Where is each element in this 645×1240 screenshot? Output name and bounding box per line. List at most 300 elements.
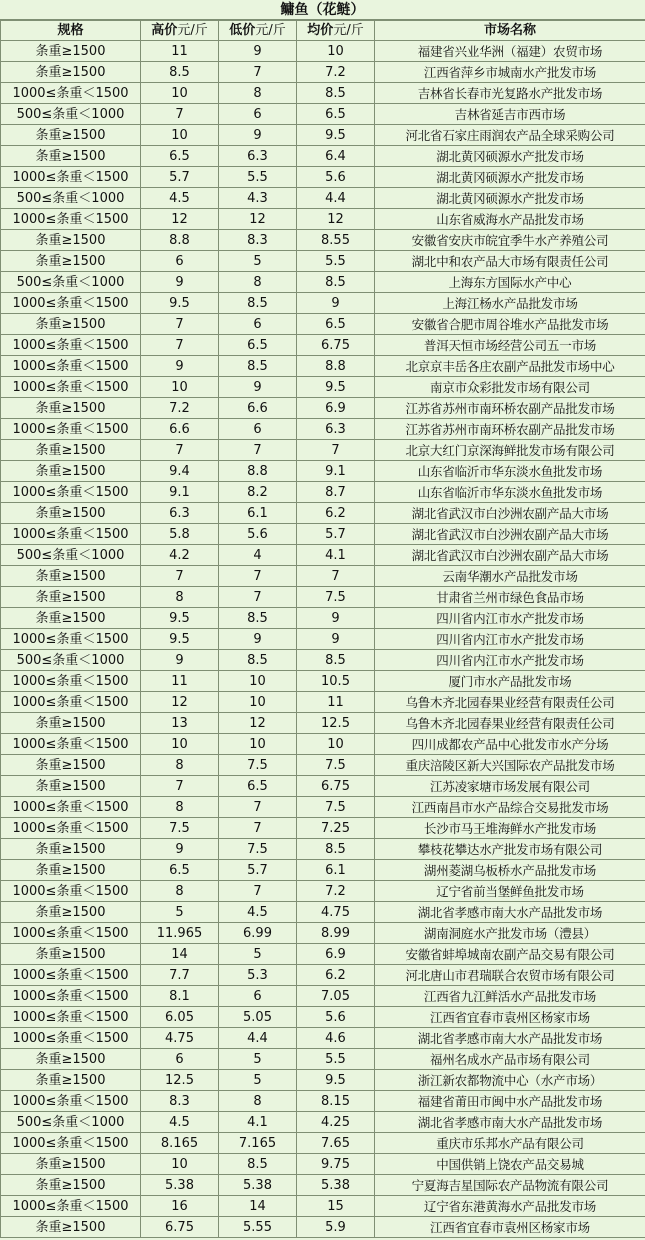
cell-spec: 条重≥1500 [1,1154,141,1175]
cell-spec: 1000≤条重＜1500 [1,524,141,545]
cell-market-name: 福建省兴业华洲（福建）农贸市场 [375,41,645,62]
cell-low-price: 8.3 [219,230,297,251]
cell-avg-price: 9.1 [297,461,375,482]
cell-spec: 条重≥1500 [1,314,141,335]
cell-market-name: 重庆涪陵区新大兴国际农产品批发市场 [375,755,645,776]
cell-high-price: 7 [141,566,219,587]
cell-low-price: 8 [219,83,297,104]
cell-spec: 1000≤条重＜1500 [1,482,141,503]
cell-high-price: 9.5 [141,629,219,650]
cell-market-name: 湖南洞庭水产批发市场（澧县） [375,923,645,944]
cell-market-name: 湖北黄冈硕源水产批发市场 [375,188,645,209]
cell-low-price: 6 [219,986,297,1007]
cell-market-name: 安徽省合肥市周谷堆水产品批发市场 [375,314,645,335]
cell-high-price: 7 [141,440,219,461]
table-row [1,755,645,776]
cell-high-price: 6.6 [141,419,219,440]
cell-low-price: 8.2 [219,482,297,503]
cell-low-price: 5.55 [219,1217,297,1238]
cell-market-name: 吉林省延吉市西市场 [375,104,645,125]
table-row [1,923,645,944]
cell-market-name: 安徽省安庆市皖宜季牛水产养殖公司 [375,230,645,251]
table-row [1,482,645,503]
cell-high-price: 8.3 [141,1091,219,1112]
cell-spec: 条重≥1500 [1,1070,141,1091]
table-row [1,1217,645,1238]
table-row [1,1112,645,1133]
cell-spec: 1000≤条重＜1500 [1,377,141,398]
cell-low-price: 5 [219,251,297,272]
cell-avg-price: 5.5 [297,1049,375,1070]
cell-avg-price: 8.5 [297,839,375,860]
cell-market-name: 宁夏海吉星国际农产品物流有限公司 [375,1175,645,1196]
cell-spec: 1000≤条重＜1500 [1,83,141,104]
cell-high-price: 6.05 [141,1007,219,1028]
cell-market-name: 吉林省长春市光复路水产批发市场 [375,83,645,104]
cell-market-name: 河北唐山市君瑞联合农贸市场有限公司 [375,965,645,986]
cell-avg-price: 6.9 [297,944,375,965]
cell-market-name: 四川省内江市水产批发市场 [375,608,645,629]
cell-market-name: 江西省宜春市袁州区杨家市场 [375,1217,645,1238]
cell-spec: 1000≤条重＜1500 [1,356,141,377]
cell-avg-price: 6.5 [297,314,375,335]
cell-avg-price: 7.2 [297,62,375,83]
header-high-unit: 元/斤 [177,23,208,38]
price-table [0,20,645,1238]
cell-avg-price: 10 [297,734,375,755]
cell-low-price: 6 [219,419,297,440]
cell-spec: 1000≤条重＜1500 [1,209,141,230]
table-row [1,1175,645,1196]
cell-spec: 500≤条重＜1000 [1,104,141,125]
table-row [1,713,645,734]
cell-market-name: 上海江杨水产品批发市场 [375,293,645,314]
cell-spec: 条重≥1500 [1,1175,141,1196]
cell-high-price: 10 [141,734,219,755]
cell-spec: 1000≤条重＜1500 [1,293,141,314]
table-row [1,104,645,125]
cell-low-price: 7 [219,818,297,839]
table-row [1,1028,645,1049]
cell-avg-price: 4.4 [297,188,375,209]
table-row [1,209,645,230]
table-row [1,566,645,587]
cell-avg-price: 4.75 [297,902,375,923]
cell-low-price: 7 [219,587,297,608]
table-row [1,398,645,419]
cell-avg-price: 15 [297,1196,375,1217]
table-row [1,272,645,293]
table-row [1,335,645,356]
cell-spec: 条重≥1500 [1,755,141,776]
cell-avg-price: 8.5 [297,650,375,671]
cell-low-price: 6.5 [219,776,297,797]
cell-low-price: 12 [219,209,297,230]
cell-market-name: 长沙市马王堆海鲜水产批发市场 [375,818,645,839]
cell-market-name: 四川省内江市水产批发市场 [375,650,645,671]
cell-market-name: 湖州菱湖乌板桥水产品批发市场 [375,860,645,881]
cell-market-name: 湖北黄冈硕源水产批发市场 [375,146,645,167]
cell-low-price: 6 [219,104,297,125]
cell-high-price: 12 [141,209,219,230]
cell-avg-price: 12 [297,209,375,230]
cell-low-price: 9 [219,41,297,62]
table-row [1,545,645,566]
cell-market-name: 山东省临沂市华东淡水鱼批发市场 [375,461,645,482]
cell-market-name: 江西省九江鲜活水产品批发市场 [375,986,645,1007]
cell-low-price: 5.6 [219,524,297,545]
table-row [1,524,645,545]
cell-spec: 1000≤条重＜1500 [1,1196,141,1217]
table-row [1,902,645,923]
cell-high-price: 4.2 [141,545,219,566]
cell-spec: 1000≤条重＜1500 [1,629,141,650]
cell-market-name: 浙江新农都物流中心（水产市场） [375,1070,645,1091]
cell-avg-price: 10.5 [297,671,375,692]
cell-high-price: 8.5 [141,62,219,83]
cell-avg-price: 6.4 [297,146,375,167]
header-low [219,21,297,41]
cell-low-price: 8.8 [219,461,297,482]
cell-avg-price: 9 [297,629,375,650]
cell-market-name: 湖北中和农产品大市场有限责任公司 [375,251,645,272]
table-row [1,41,645,62]
cell-market-name: 江西省萍乡市城南水产批发市场 [375,62,645,83]
cell-avg-price: 6.3 [297,419,375,440]
cell-avg-price: 12.5 [297,713,375,734]
table-row [1,440,645,461]
cell-low-price: 7 [219,566,297,587]
cell-low-price: 6.99 [219,923,297,944]
cell-spec: 1000≤条重＜1500 [1,797,141,818]
cell-market-name: 上海东方国际水产中心 [375,272,645,293]
cell-low-price: 8 [219,1091,297,1112]
cell-market-name: 江西省宜春市袁州区杨家市场 [375,1007,645,1028]
header-low-unit: 元/斤 [255,23,286,38]
cell-low-price: 6.1 [219,503,297,524]
cell-high-price: 4.75 [141,1028,219,1049]
cell-spec: 条重≥1500 [1,146,141,167]
cell-high-price: 9 [141,272,219,293]
table-row [1,944,645,965]
cell-high-price: 6 [141,251,219,272]
cell-high-price: 5.38 [141,1175,219,1196]
cell-high-price: 8 [141,797,219,818]
cell-low-price: 7.5 [219,839,297,860]
header-avg-unit: 元/斤 [333,23,364,38]
cell-avg-price: 5.6 [297,167,375,188]
cell-market-name: 厦门市水产品批发市场 [375,671,645,692]
cell-market-name: 江苏省苏州市南环桥农副产品批发市场 [375,419,645,440]
table-row [1,1091,645,1112]
cell-market-name: 湖北省武汉市白沙洲农副产品大市场 [375,503,645,524]
cell-market-name: 云南华潮水产品批发市场 [375,566,645,587]
cell-spec: 500≤条重＜1000 [1,272,141,293]
cell-spec: 1000≤条重＜1500 [1,734,141,755]
cell-low-price: 7 [219,440,297,461]
header-row [1,21,645,41]
cell-spec: 500≤条重＜1000 [1,650,141,671]
cell-high-price: 8.8 [141,230,219,251]
cell-spec: 条重≥1500 [1,566,141,587]
cell-spec: 1000≤条重＜1500 [1,1091,141,1112]
cell-low-price: 8.5 [219,356,297,377]
table-row [1,125,645,146]
cell-spec: 条重≥1500 [1,839,141,860]
cell-avg-price: 5.6 [297,1007,375,1028]
table-row [1,965,645,986]
cell-low-price: 5.3 [219,965,297,986]
cell-high-price: 12 [141,692,219,713]
cell-spec: 500≤条重＜1000 [1,188,141,209]
cell-market-name: 乌鲁木齐北园春果业经营有限责任公司 [375,713,645,734]
cell-high-price: 7 [141,314,219,335]
table-row [1,419,645,440]
table-row [1,188,645,209]
cell-avg-price: 10 [297,41,375,62]
table-row [1,797,645,818]
cell-market-name: 江西南昌市水产品综合交易批发市场 [375,797,645,818]
cell-high-price: 11 [141,671,219,692]
cell-avg-price: 7.5 [297,797,375,818]
cell-spec: 1000≤条重＜1500 [1,671,141,692]
cell-market-name: 湖北省孝感市南大水产品批发市场 [375,1028,645,1049]
cell-avg-price: 5.7 [297,524,375,545]
cell-high-price: 9 [141,839,219,860]
cell-avg-price: 6.2 [297,503,375,524]
cell-avg-price: 4.25 [297,1112,375,1133]
cell-avg-price: 8.5 [297,272,375,293]
cell-market-name: 河北省石家庄雨润农产品全球采购公司 [375,125,645,146]
header-high-label: 高价 [151,23,178,38]
cell-high-price: 8 [141,587,219,608]
cell-market-name: 乌鲁木齐北园春果业经营有限责任公司 [375,692,645,713]
cell-market-name: 江苏省苏州市南环桥农副产品批发市场 [375,398,645,419]
table-row [1,1133,645,1154]
cell-spec: 1000≤条重＜1500 [1,923,141,944]
cell-market-name: 湖北省孝感市南大水产品批发市场 [375,902,645,923]
cell-low-price: 12 [219,713,297,734]
cell-avg-price: 8.7 [297,482,375,503]
cell-high-price: 10 [141,83,219,104]
cell-high-price: 7.2 [141,398,219,419]
cell-spec: 条重≥1500 [1,1049,141,1070]
cell-avg-price: 6.5 [297,104,375,125]
table-row [1,860,645,881]
cell-low-price: 10 [219,692,297,713]
cell-low-price: 4.4 [219,1028,297,1049]
cell-avg-price: 8.55 [297,230,375,251]
table-row [1,1007,645,1028]
table-row [1,314,645,335]
cell-high-price: 10 [141,1154,219,1175]
cell-avg-price: 7.05 [297,986,375,1007]
cell-avg-price: 8.15 [297,1091,375,1112]
cell-avg-price: 8.99 [297,923,375,944]
cell-avg-price: 8.5 [297,83,375,104]
cell-market-name: 中国供销上饶农产品交易城 [375,1154,645,1175]
cell-market-name: 山东省威海水产品批发市场 [375,209,645,230]
cell-spec: 1000≤条重＜1500 [1,818,141,839]
cell-high-price: 11 [141,41,219,62]
cell-spec: 1000≤条重＜1500 [1,335,141,356]
cell-high-price: 13 [141,713,219,734]
cell-high-price: 7 [141,776,219,797]
cell-spec: 条重≥1500 [1,776,141,797]
cell-avg-price: 7 [297,440,375,461]
cell-spec: 条重≥1500 [1,230,141,251]
table-row [1,461,645,482]
cell-high-price: 6 [141,1049,219,1070]
cell-high-price: 4.5 [141,1112,219,1133]
cell-avg-price: 7.5 [297,755,375,776]
table-row [1,608,645,629]
table-row [1,818,645,839]
cell-market-name: 四川省内江市水产批发市场 [375,629,645,650]
cell-low-price: 7.5 [219,755,297,776]
cell-high-price: 16 [141,1196,219,1217]
cell-high-price: 6.5 [141,146,219,167]
cell-market-name: 辽宁省前当堡鲜鱼批发市场 [375,881,645,902]
table-row [1,650,645,671]
cell-spec: 1000≤条重＜1500 [1,1133,141,1154]
table-row [1,356,645,377]
table-row [1,1154,645,1175]
cell-low-price: 6.6 [219,398,297,419]
cell-high-price: 14 [141,944,219,965]
cell-market-name: 安徽省蚌埠城南农副产品交易有限公司 [375,944,645,965]
cell-market-name: 甘肃省兰州市绿色食品市场 [375,587,645,608]
cell-avg-price: 7.25 [297,818,375,839]
cell-low-price: 8.5 [219,650,297,671]
table-row [1,986,645,1007]
cell-low-price: 8.5 [219,1154,297,1175]
cell-low-price: 6.3 [219,146,297,167]
header-market: 市场名称 [375,21,645,41]
cell-high-price: 7.5 [141,818,219,839]
cell-market-name: 北京京丰岳各庄农副产品批发市场中心 [375,356,645,377]
cell-high-price: 6.75 [141,1217,219,1238]
cell-market-name: 山东省临沂市华东淡水鱼批发市场 [375,482,645,503]
cell-avg-price: 6.9 [297,398,375,419]
cell-high-price: 5.7 [141,167,219,188]
cell-avg-price: 6.75 [297,776,375,797]
cell-avg-price: 7.5 [297,587,375,608]
cell-market-name: 普洱天恒市场经营公司五一市场 [375,335,645,356]
cell-market-name: 湖北省武汉市白沙洲农副产品大市场 [375,545,645,566]
cell-low-price: 6.5 [219,335,297,356]
cell-high-price: 10 [141,125,219,146]
cell-market-name: 重庆市乐邦水产品有限公司 [375,1133,645,1154]
cell-low-price: 4.3 [219,188,297,209]
cell-avg-price: 9 [297,608,375,629]
cell-avg-price: 5.38 [297,1175,375,1196]
cell-low-price: 9 [219,377,297,398]
cell-spec: 条重≥1500 [1,503,141,524]
cell-low-price: 10 [219,734,297,755]
cell-low-price: 9 [219,629,297,650]
cell-spec: 条重≥1500 [1,125,141,146]
cell-high-price: 10 [141,377,219,398]
cell-high-price: 8.165 [141,1133,219,1154]
cell-low-price: 8 [219,272,297,293]
cell-low-price: 8.5 [219,608,297,629]
cell-avg-price: 7.65 [297,1133,375,1154]
cell-spec: 500≤条重＜1000 [1,545,141,566]
cell-market-name: 湖北省孝感市南大水产品批发市场 [375,1112,645,1133]
cell-high-price: 8 [141,881,219,902]
table-row [1,167,645,188]
cell-high-price: 9.5 [141,608,219,629]
cell-avg-price: 9.5 [297,1070,375,1091]
header-high [141,21,219,41]
cell-high-price: 8 [141,755,219,776]
table-row [1,293,645,314]
cell-high-price: 9.4 [141,461,219,482]
cell-avg-price: 4.1 [297,545,375,566]
cell-avg-price: 6.1 [297,860,375,881]
cell-low-price: 4 [219,545,297,566]
cell-spec: 1000≤条重＜1500 [1,1028,141,1049]
cell-low-price: 9 [219,125,297,146]
table-row [1,671,645,692]
sheet-title: 鳙鱼（花鲢） [0,0,645,20]
table-row [1,146,645,167]
header-avg [297,21,375,41]
cell-avg-price: 5.9 [297,1217,375,1238]
cell-spec: 条重≥1500 [1,713,141,734]
cell-market-name: 四川成都农产品中心批发市水产分场 [375,734,645,755]
cell-high-price: 11.965 [141,923,219,944]
cell-avg-price: 11 [297,692,375,713]
cell-low-price: 10 [219,671,297,692]
cell-market-name: 南京市众彩批发市场有限公司 [375,377,645,398]
cell-low-price: 7 [219,881,297,902]
header-low-label: 低价 [229,23,256,38]
cell-high-price: 7.7 [141,965,219,986]
cell-spec: 条重≥1500 [1,251,141,272]
cell-avg-price: 7.2 [297,881,375,902]
cell-avg-price: 9.5 [297,377,375,398]
cell-market-name: 湖北省武汉市白沙洲农副产品大市场 [375,524,645,545]
cell-market-name: 福州名成水产品市场有限公司 [375,1049,645,1070]
table-row [1,503,645,524]
table-row [1,1049,645,1070]
cell-high-price: 9 [141,650,219,671]
cell-market-name: 辽宁省东港黄海水产品批发市场 [375,1196,645,1217]
cell-spec: 1000≤条重＜1500 [1,419,141,440]
cell-spec: 条重≥1500 [1,62,141,83]
cell-high-price: 9.5 [141,293,219,314]
cell-low-price: 7 [219,62,297,83]
cell-low-price: 5 [219,1049,297,1070]
cell-avg-price: 8.8 [297,356,375,377]
cell-spec: 条重≥1500 [1,902,141,923]
cell-spec: 条重≥1500 [1,587,141,608]
cell-low-price: 5.5 [219,167,297,188]
cell-low-price: 4.5 [219,902,297,923]
table-row [1,251,645,272]
table-row [1,1070,645,1091]
cell-low-price: 5 [219,944,297,965]
cell-spec: 条重≥1500 [1,440,141,461]
cell-spec: 1000≤条重＜1500 [1,965,141,986]
cell-low-price: 6 [219,314,297,335]
table-body [1,41,645,1238]
cell-low-price: 5.05 [219,1007,297,1028]
cell-low-price: 4.1 [219,1112,297,1133]
cell-spec: 1000≤条重＜1500 [1,881,141,902]
